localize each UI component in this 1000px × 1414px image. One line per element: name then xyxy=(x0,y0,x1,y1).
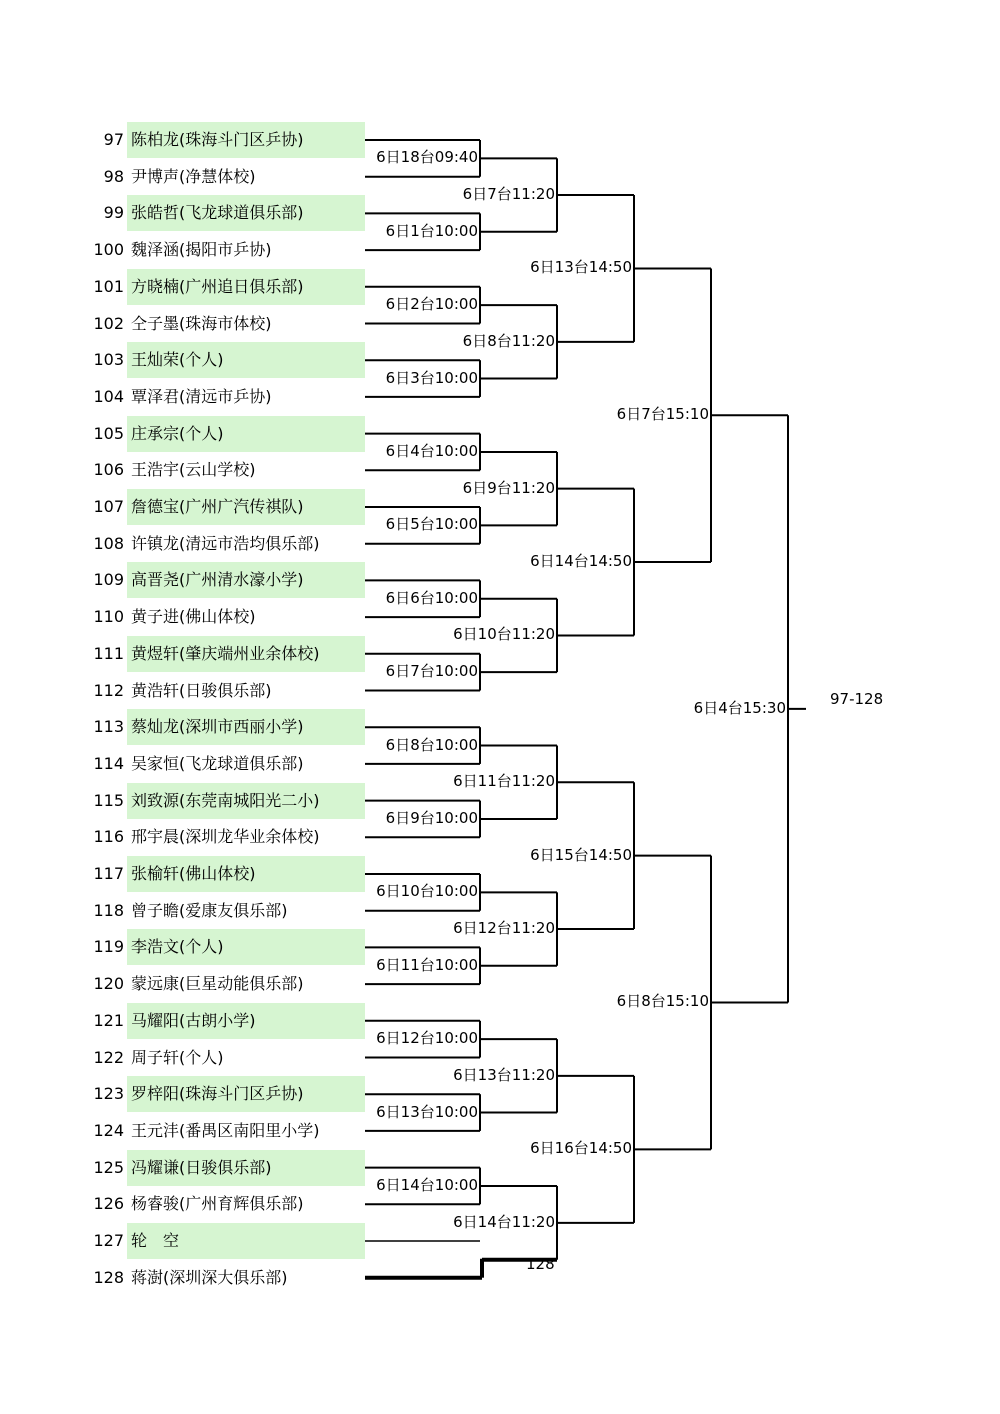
seed-number: 122 xyxy=(93,1047,124,1067)
seed-number: 123 xyxy=(93,1084,124,1104)
seed-number: 126 xyxy=(93,1194,124,1214)
seed-number: 115 xyxy=(93,790,124,810)
match-time-label: 6日12台10:00 xyxy=(376,1029,478,1048)
seed-number: 105 xyxy=(93,423,124,443)
seed-number: 127 xyxy=(93,1231,124,1250)
seed-number: 121 xyxy=(93,1010,124,1030)
player-name: 蒋澍(深圳深大俱乐部) xyxy=(131,1267,288,1287)
match-time-label: 6日12台11:20 xyxy=(453,919,555,938)
match-time-label: 6日14台14:50 xyxy=(530,552,632,571)
player-name: 张皓哲(飞龙球道俱乐部) xyxy=(127,195,365,231)
player-name: 蔡灿龙(深圳市西丽小学) xyxy=(127,709,365,745)
seed-number: 101 xyxy=(93,276,124,296)
match-time-label: 6日6台10:00 xyxy=(385,588,478,607)
match-time-label: 6日13台10:00 xyxy=(376,1102,478,1121)
player-name: 张榆轩(佛山体校) xyxy=(127,856,365,892)
player-name: 庄承宗(个人) xyxy=(127,416,365,452)
player-name: 冯耀谦(日骏俱乐部) xyxy=(127,1150,365,1186)
seed-number: 99 xyxy=(103,203,124,223)
player-name: 王浩宇(云山学校) xyxy=(131,460,256,480)
match-time-label: 6日8台10:00 xyxy=(385,735,478,754)
seed-number: 107 xyxy=(93,497,124,516)
match-time-label: 6日14台10:00 xyxy=(376,1175,478,1194)
seed-number: 104 xyxy=(93,386,124,406)
player-name: 覃泽君(清远市乒协) xyxy=(131,386,272,406)
seed-number: 100 xyxy=(93,240,124,260)
player-name: 吴家恒(飞龙球道俱乐部) xyxy=(131,753,304,773)
seed-number: 106 xyxy=(93,460,124,480)
bye-advance-label: 128 xyxy=(526,1255,555,1273)
seed-number: 117 xyxy=(93,864,124,883)
player-name: 仝子墨(珠海市体校) xyxy=(131,313,272,333)
seed-number: 125 xyxy=(93,1157,124,1177)
seed-number: 108 xyxy=(93,533,124,553)
match-time-label: 6日10台11:20 xyxy=(453,625,555,644)
seed-number: 119 xyxy=(93,937,124,957)
seed-number: 120 xyxy=(93,974,124,994)
player-name: 王元沣(番禺区南阳里小学) xyxy=(131,1120,320,1140)
seed-number: 97 xyxy=(103,130,124,149)
seed-number: 116 xyxy=(93,827,124,847)
player-name: 许镇龙(清远市浩均俱乐部) xyxy=(131,533,320,553)
seed-number: 113 xyxy=(93,717,124,737)
player-name: 曾子瞻(爱康友俱乐部) xyxy=(131,900,288,920)
match-time-label: 6日5台10:00 xyxy=(385,515,478,534)
match-time-label: 6日7台10:00 xyxy=(385,662,478,681)
seed-number: 111 xyxy=(93,643,124,663)
player-name: 轮 空 xyxy=(127,1223,365,1259)
match-time-label: 6日8台11:20 xyxy=(462,331,555,350)
match-time-label: 6日18台09:40 xyxy=(376,148,478,167)
player-name: 詹德宝(广州广汽传祺队) xyxy=(127,489,365,525)
seed-number: 118 xyxy=(93,900,124,920)
seed-number: 124 xyxy=(93,1120,124,1140)
seed-number: 109 xyxy=(93,570,124,590)
player-name: 王灿荣(个人) xyxy=(127,342,365,378)
player-name: 罗梓阳(珠海斗门区乒协) xyxy=(127,1076,365,1112)
seed-number: 114 xyxy=(93,753,124,773)
player-name: 刘致源(东莞南城阳光二小) xyxy=(127,783,365,819)
match-time-label: 6日14台11:20 xyxy=(453,1212,555,1231)
match-time-label: 6日1台10:00 xyxy=(385,221,478,240)
player-name: 黄子进(佛山体校) xyxy=(131,607,256,627)
seed-number: 102 xyxy=(93,313,124,333)
seed-number: 103 xyxy=(93,350,124,370)
player-name: 方晓楠(广州追日俱乐部) xyxy=(127,269,365,305)
match-time-label: 6日3台10:00 xyxy=(385,368,478,387)
player-name: 黄浩轩(日骏俱乐部) xyxy=(131,680,272,700)
match-time-label: 6日11台10:00 xyxy=(376,955,478,974)
match-time-label: 6日11台11:20 xyxy=(453,772,555,791)
match-time-label: 6日8台15:10 xyxy=(616,992,709,1011)
player-name: 周子轩(个人) xyxy=(131,1047,224,1067)
bracket-range-label: 97-128 xyxy=(830,690,884,708)
seed-number: 112 xyxy=(93,680,124,700)
seed-number: 98 xyxy=(103,166,124,186)
match-time-label: 6日7台15:10 xyxy=(616,405,709,424)
player-name: 陈柏龙(珠海斗门区乒协) xyxy=(127,122,365,158)
player-name: 黄煜轩(肇庆端州业余体校) xyxy=(127,636,365,672)
match-time-label: 6日10台10:00 xyxy=(376,882,478,901)
match-time-label: 6日2台10:00 xyxy=(385,295,478,314)
player-name: 魏泽涵(揭阳市乒协) xyxy=(131,240,272,260)
match-time-label: 6日13台11:20 xyxy=(453,1065,555,1084)
player-name: 尹博声(净慧体校) xyxy=(131,166,256,186)
match-time-label: 6日16台14:50 xyxy=(530,1139,632,1158)
match-time-label: 6日13台14:50 xyxy=(530,258,632,277)
player-name: 杨睿骏(广州育辉俱乐部) xyxy=(131,1194,304,1214)
match-time-label: 6日4台10:00 xyxy=(385,441,478,460)
match-time-label: 6日15台14:50 xyxy=(530,845,632,864)
player-name: 蒙远康(巨星动能俱乐部) xyxy=(131,974,304,994)
player-name: 邢宇晨(深圳龙华业余体校) xyxy=(131,827,320,847)
player-name: 李浩文(个人) xyxy=(127,929,365,965)
match-time-label: 6日4台15:30 xyxy=(693,698,786,717)
player-name: 马耀阳(古朗小学) xyxy=(127,1003,365,1039)
match-time-label: 6日9台10:00 xyxy=(385,808,478,827)
match-time-label: 6日9台11:20 xyxy=(462,478,555,497)
seed-number: 110 xyxy=(93,607,124,627)
match-time-label: 6日7台11:20 xyxy=(462,185,555,204)
seed-number: 128 xyxy=(93,1267,124,1287)
player-name: 高晋尧(广州清水濠小学) xyxy=(127,562,365,598)
